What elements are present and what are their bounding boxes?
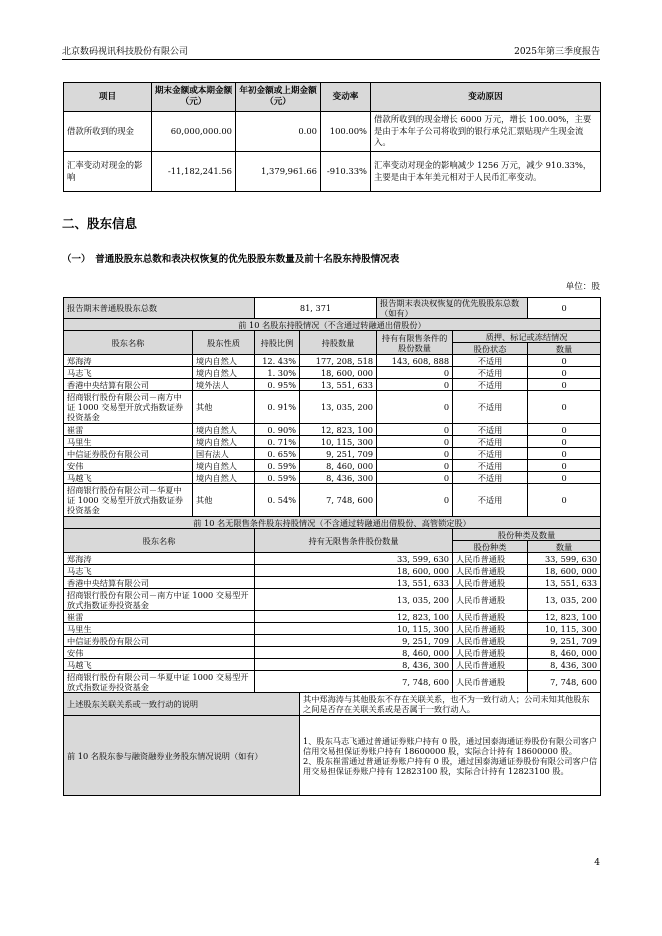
u-col-name: 股东名称 — [64, 529, 255, 553]
share-kind-qty: 7, 748, 600 — [528, 671, 601, 693]
current-cell: -11,182,241.56 — [152, 152, 236, 192]
holder-nature: 境内自然人 — [193, 355, 255, 367]
shareholder-table — [63, 297, 601, 796]
table-row — [64, 391, 601, 424]
share-kind: 人民币普通股 — [453, 623, 528, 635]
holder-qty: 13, 035, 200 — [300, 391, 377, 424]
unrestricted-qty: 13, 035, 200 — [255, 589, 453, 611]
share-kind-qty: 10, 115, 300 — [528, 623, 601, 635]
holder-restricted: 0 — [377, 379, 453, 391]
pledge-status: 不适用 — [453, 448, 528, 460]
col-restricted: 持有有限售条件的股份数量 — [377, 331, 453, 355]
pledge-qty: 0 — [528, 355, 601, 367]
report-title: 2025年第三季度报告 — [514, 47, 600, 57]
col-current: 期末金额或本期金额（元） — [152, 83, 236, 112]
unrestricted-qty: 8, 460, 000 — [255, 647, 453, 659]
holder-restricted: 0 — [377, 424, 453, 436]
unrestricted-qty: 7, 748, 600 — [255, 671, 453, 693]
pledge-status: 不适用 — [453, 424, 528, 436]
table-row — [64, 635, 601, 647]
pledge-qty: 0 — [528, 379, 601, 391]
related-text: 其中郑海涛与其他股东不存在关联关系，也不为一致行动人；公司未知其他股东之间是否存在关联关系或是否属于一致行动人。 — [300, 693, 601, 716]
section-title: 二、股东信息 — [62, 216, 138, 231]
table-row — [64, 355, 601, 367]
table-row — [64, 529, 601, 541]
holder-nature: 其他 — [193, 484, 255, 517]
holder-name: 马里生 — [64, 436, 193, 448]
pledge-qty: 0 — [528, 436, 601, 448]
holder-qty: 9, 251, 709 — [300, 448, 377, 460]
share-kind-qty: 33, 599, 630 — [528, 553, 601, 565]
page-header — [62, 44, 600, 58]
holder-nature: 境内自然人 — [193, 367, 255, 379]
unrestricted-qty: 13, 551, 633 — [255, 577, 453, 589]
table-row — [64, 448, 601, 460]
share-kind: 人民币普通股 — [453, 553, 528, 565]
holder-restricted: 143, 608, 888 — [377, 355, 453, 367]
holder-restricted: 0 — [377, 484, 453, 517]
table-row — [64, 659, 601, 671]
table-row — [64, 484, 601, 517]
share-kind: 人民币普通股 — [453, 577, 528, 589]
pledge-status: 不适用 — [453, 391, 528, 424]
unrestricted-qty: 9, 251, 709 — [255, 635, 453, 647]
unrestricted-name: 马里生 — [64, 623, 255, 635]
pledge-status: 不适用 — [453, 367, 528, 379]
holder-ratio: 0. 59% — [255, 472, 300, 484]
holder-name: 安伟 — [64, 460, 193, 472]
table-row — [64, 379, 601, 391]
share-kind-qty: 8, 436, 300 — [528, 659, 601, 671]
table-row — [64, 647, 601, 659]
col-prior: 年初金额或上期金额（元） — [236, 83, 321, 112]
share-kind: 人民币普通股 — [453, 647, 528, 659]
related-label: 上述股东关联关系或一致行动的说明 — [64, 693, 300, 716]
unrestricted-name: 马志飞 — [64, 565, 255, 577]
holder-restricted: 0 — [377, 448, 453, 460]
item-cell: 汇率变动对现金的影响 — [64, 152, 152, 192]
col-pledge-status: 股份状态 — [453, 343, 528, 355]
holder-qty: 12, 823, 100 — [300, 424, 377, 436]
share-kind-qty: 8, 460, 000 — [528, 647, 601, 659]
holder-qty: 177, 208, 518 — [300, 355, 377, 367]
holder-ratio: 0. 95% — [255, 379, 300, 391]
holder-name: 招商银行股份有限公司－南方中证 1000 交易型开放式指数证券投资基金 — [64, 391, 193, 424]
pledge-qty: 0 — [528, 391, 601, 424]
rate-cell: 100.00% — [321, 112, 371, 152]
table-row — [64, 436, 601, 448]
holder-ratio: 12. 43% — [255, 355, 300, 367]
pledge-qty: 0 — [528, 472, 601, 484]
holder-ratio: 0. 91% — [255, 391, 300, 424]
holder-name: 香港中央结算有限公司 — [64, 379, 193, 391]
holder-qty: 8, 460, 000 — [300, 460, 377, 472]
share-kind-qty: 9, 251, 709 — [528, 635, 601, 647]
share-kind-qty: 18, 600, 000 — [528, 565, 601, 577]
unrestricted-qty: 33, 599, 630 — [255, 553, 453, 565]
holder-nature: 国有法人 — [193, 448, 255, 460]
share-kind-qty: 13, 551, 633 — [528, 577, 601, 589]
col-qty: 持股数量 — [300, 331, 377, 355]
pledge-status: 不适用 — [453, 472, 528, 484]
unrestricted-title: 前 10 名无限售条件股东持股情况（不含通过转融通出借股份、高管锁定股） — [64, 517, 601, 529]
holder-nature: 境内自然人 — [193, 424, 255, 436]
holder-name: 郑海涛 — [64, 355, 193, 367]
col-pledge: 质押、标记或冻结情况 — [453, 331, 601, 343]
table-row — [64, 152, 601, 192]
holder-ratio: 1. 30% — [255, 367, 300, 379]
table-row — [64, 693, 601, 716]
holder-nature: 其他 — [193, 391, 255, 424]
top10-title: 前 10 名股东持股情况（不含通过转融通出借股份） — [64, 319, 601, 331]
page-number: 4 — [594, 858, 600, 868]
table-row — [64, 553, 601, 565]
unrestricted-name: 安伟 — [64, 647, 255, 659]
col-item: 项目 — [64, 83, 152, 112]
reason-cell: 借款所收到的现金增长 6000 万元，增长 100.00%，主要是由于本年子公司将收到的银行承兑汇票贴现产生现金流入。 — [371, 112, 601, 152]
pledge-qty: 0 — [528, 424, 601, 436]
pledge-qty: 0 — [528, 367, 601, 379]
holder-name: 招商银行股份有限公司－华夏中证 1000 交易型开放式指数证券投资基金 — [64, 484, 193, 517]
unrestricted-qty: 10, 115, 300 — [255, 623, 453, 635]
unrestricted-qty: 18, 600, 000 — [255, 565, 453, 577]
table-row — [64, 577, 601, 589]
holder-restricted: 0 — [377, 391, 453, 424]
holder-name: 马志飞 — [64, 367, 193, 379]
share-kind: 人民币普通股 — [453, 589, 528, 611]
pref-holders-label: 报告期末表决权恢复的优先股股东总数（如有） — [377, 298, 528, 319]
pledge-qty: 0 — [528, 484, 601, 517]
holder-qty: 18, 600, 000 — [300, 367, 377, 379]
pref-holders-value: 0 — [528, 298, 601, 319]
u-col-qty: 持有无限售条件股份数量 — [255, 529, 453, 553]
pledge-status: 不适用 — [453, 379, 528, 391]
share-kind-qty: 12, 823, 100 — [528, 611, 601, 623]
holder-restricted: 0 — [377, 436, 453, 448]
table-row — [64, 611, 601, 623]
holder-ratio: 0. 90% — [255, 424, 300, 436]
unrestricted-name: 中信证券股份有限公司 — [64, 635, 255, 647]
table-row — [64, 112, 601, 152]
holder-ratio: 0. 71% — [255, 436, 300, 448]
col-reason: 变动原因 — [371, 83, 601, 112]
margin-text-2: 2、股东崔雷通过普通证券账户持有 0 股，通过国泰海通证券股份有限公司客户信用交易担保证券账户持有 12823100 股，实际合计持有 12823100 股。 — [303, 755, 598, 776]
holder-name: 崔雷 — [64, 424, 193, 436]
holder-qty: 7, 748, 600 — [300, 484, 377, 517]
table-row — [64, 472, 601, 484]
pledge-status: 不适用 — [453, 460, 528, 472]
col-name: 股东名称 — [64, 331, 193, 355]
holder-nature: 境内自然人 — [193, 460, 255, 472]
item-cell: 借款所收到的现金 — [64, 112, 152, 152]
holder-qty: 13, 551, 633 — [300, 379, 377, 391]
table-row — [64, 367, 601, 379]
share-kind: 人民币普通股 — [453, 659, 528, 671]
header-rule — [62, 59, 600, 60]
holder-name: 马越飞 — [64, 472, 193, 484]
holder-nature: 境外法人 — [193, 379, 255, 391]
unrestricted-qty: 12, 823, 100 — [255, 611, 453, 623]
pledge-status: 不适用 — [453, 355, 528, 367]
table-row — [64, 671, 601, 693]
cash-flow-change-table — [63, 82, 601, 192]
unrestricted-name: 招商银行股份有限公司－华夏中证 1000 交易型开放式指数证券投资基金 — [64, 671, 255, 693]
col-rate: 变动率 — [321, 83, 371, 112]
table-row — [64, 623, 601, 635]
company-name: 北京数码视讯科技股份有限公司 — [62, 47, 189, 57]
holder-name: 中信证券股份有限公司 — [64, 448, 193, 460]
holder-restricted: 0 — [377, 367, 453, 379]
unrestricted-qty: 8, 436, 300 — [255, 659, 453, 671]
prior-cell: 1,379,961.66 — [236, 152, 321, 192]
total-holders-label: 报告期末普通股股东总数 — [64, 298, 255, 319]
total-holders-value: 81, 371 — [255, 298, 377, 319]
holder-ratio: 0. 65% — [255, 448, 300, 460]
pledge-status: 不适用 — [453, 484, 528, 517]
holder-nature: 境内自然人 — [193, 472, 255, 484]
col-ratio: 持股比例 — [255, 331, 300, 355]
subsection-title: （一） 普通股股东总数和表决权恢复的优先股股东数量及前十名股东持股情况表 — [62, 254, 400, 265]
margin-label: 前 10 名股东参与融资融券业务股东情况说明（如有） — [64, 716, 300, 796]
share-kind: 人民币普通股 — [453, 635, 528, 647]
holder-nature: 境内自然人 — [193, 436, 255, 448]
table-row — [64, 517, 601, 529]
share-kind: 人民币普通股 — [453, 611, 528, 623]
u-col-type-qty: 数量 — [528, 541, 601, 553]
unrestricted-name: 郑海涛 — [64, 553, 255, 565]
u-col-type-kind: 股份种类 — [453, 541, 528, 553]
current-cell: 60,000,000.00 — [152, 112, 236, 152]
unrestricted-name: 崔雷 — [64, 611, 255, 623]
unrestricted-name: 马越飞 — [64, 659, 255, 671]
table-row — [64, 424, 601, 436]
pledge-qty: 0 — [528, 460, 601, 472]
col-nature: 股东性质 — [193, 331, 255, 355]
holder-ratio: 0. 54% — [255, 484, 300, 517]
holder-ratio: 0. 59% — [255, 460, 300, 472]
pledge-qty: 0 — [528, 448, 601, 460]
margin-text-1: 1、股东马志飞通过普通证券账户持有 0 股，通过国泰海通证券股份有限公司客户信用交易担保证券账户持有 18600000 股，实际合计持有 18600000 股。 — [303, 735, 598, 756]
unit-label: 单位：股 — [565, 282, 600, 292]
holder-qty: 10, 115, 300 — [300, 436, 377, 448]
table-row — [64, 460, 601, 472]
col-pledge-qty: 数量 — [528, 343, 601, 355]
table-row — [64, 716, 601, 796]
share-kind: 人民币普通股 — [453, 565, 528, 577]
table-row — [64, 589, 601, 611]
reason-cell: 汇率变动对现金的影响减少 1256 万元，减少 910.33%，主要是由于本年美元相对于人民币汇率变动。 — [371, 152, 601, 192]
pledge-status: 不适用 — [453, 436, 528, 448]
unrestricted-name: 香港中央结算有限公司 — [64, 577, 255, 589]
holder-qty: 8, 436, 300 — [300, 472, 377, 484]
margin-text — [300, 716, 601, 796]
share-kind: 人民币普通股 — [453, 671, 528, 693]
table-row — [64, 565, 601, 577]
unrestricted-name: 招商银行股份有限公司－南方中证 1000 交易型开放式指数证券投资基金 — [64, 589, 255, 611]
holder-restricted: 0 — [377, 460, 453, 472]
prior-cell: 0.00 — [236, 112, 321, 152]
holder-restricted: 0 — [377, 472, 453, 484]
rate-cell: -910.33% — [321, 152, 371, 192]
u-col-type: 股份种类及数量 — [453, 529, 601, 541]
share-kind-qty: 13, 035, 200 — [528, 589, 601, 611]
